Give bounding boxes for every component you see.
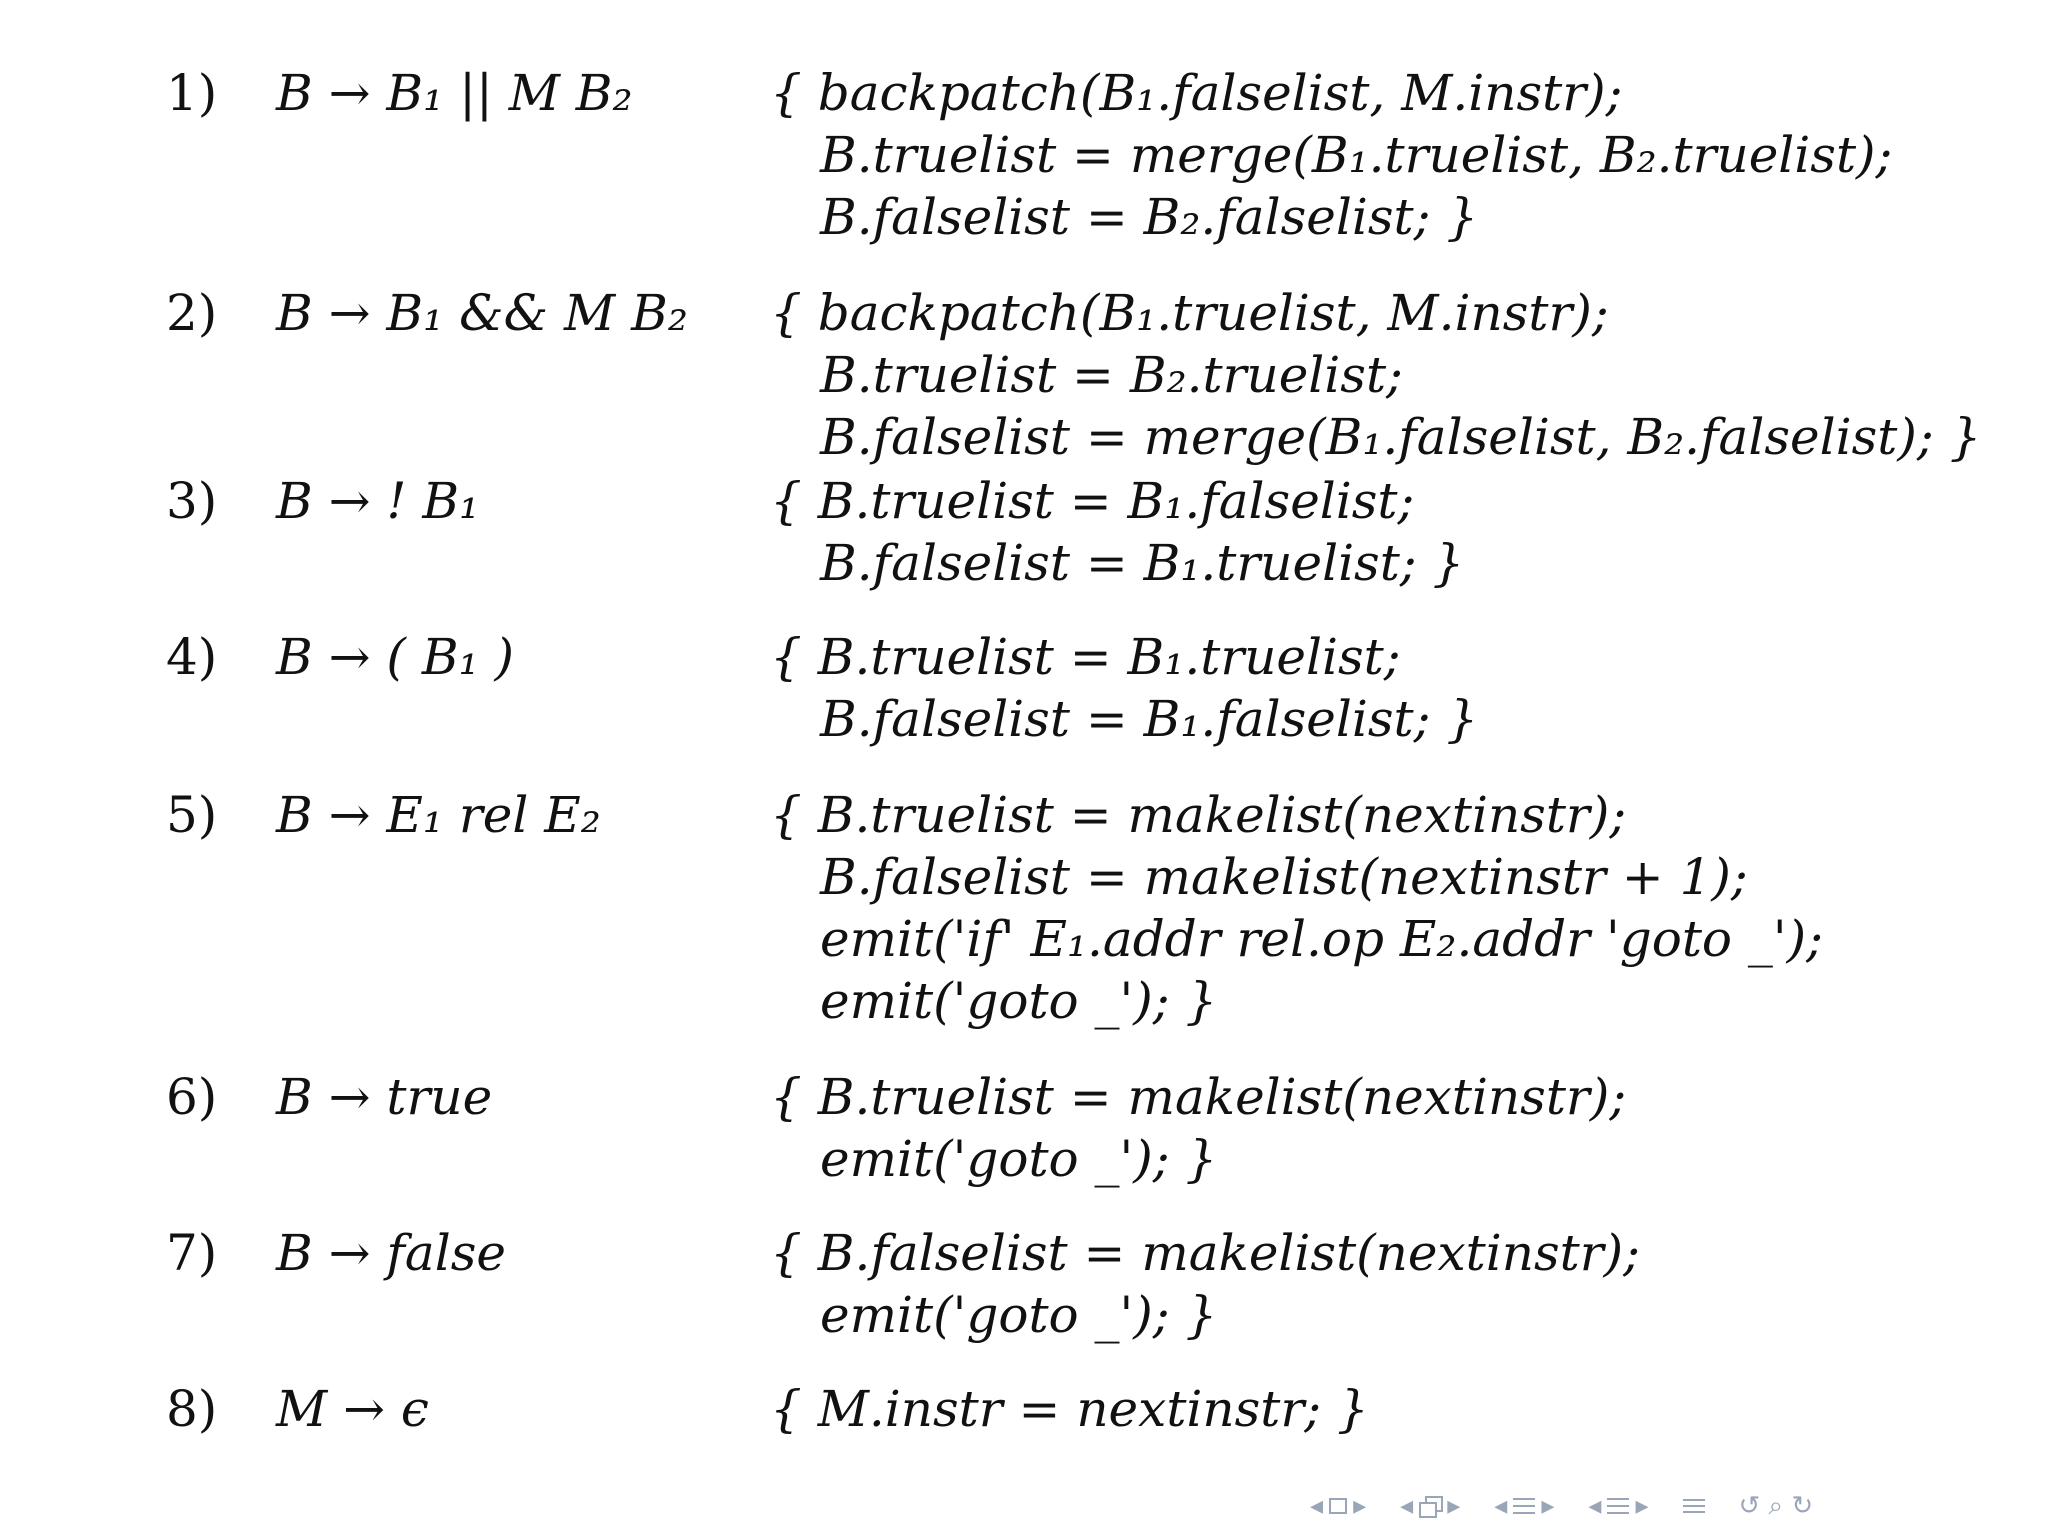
action-line: B.falselist = makelist(nextinstr + 1); [820, 848, 1748, 906]
action-line: emit('goto _'); } [820, 972, 1218, 1030]
rule-actions [770, 62, 1892, 248]
appendix-icon[interactable] [1683, 1496, 1705, 1516]
rule-production: B → E₁ rel E₂ [276, 786, 601, 844]
frame-prev-icon[interactable]: ◂ [1310, 1491, 1324, 1521]
section-navigation [1494, 1491, 1554, 1521]
action-line: { backpatch(B₁.truelist, M.instr); [770, 284, 1609, 342]
frame-icon[interactable] [1329, 1498, 1347, 1514]
action-line: B.falselist = B₂.falselist; } [820, 188, 1479, 246]
section-next-icon[interactable]: ▸ [1541, 1491, 1555, 1521]
subsection-next-icon[interactable]: ▸ [1447, 1491, 1461, 1521]
action-line: B.falselist = merge(B₁.falselist, B₂.falselist); } [820, 408, 1982, 466]
action-line: { M.instr = nextinstr; } [770, 1380, 1369, 1438]
subsection-navigation [1400, 1491, 1460, 1521]
section-prev-icon[interactable]: ◂ [1494, 1491, 1508, 1521]
frame-navigation [1310, 1491, 1366, 1521]
search-navigation [1739, 1491, 1814, 1521]
beamer-navigation-bar [1310, 1486, 1813, 1526]
rule-actions [770, 784, 1823, 1032]
action-line: { B.truelist = makelist(nextinstr); [770, 786, 1627, 844]
rule-number: 3) [166, 472, 218, 530]
rule-number: 1) [166, 64, 218, 122]
rule-actions [770, 1378, 1369, 1440]
rule-number: 4) [166, 628, 218, 686]
action-line: B.truelist = merge(B₁.truelist, B₂.truelist); [820, 126, 1893, 184]
action-line: B.truelist = B₂.truelist; [820, 346, 1403, 404]
rule-actions [770, 1066, 1626, 1190]
action-line: emit('if' E₁.addr rel.op E₂.addr 'goto _'); [820, 910, 1824, 968]
subsection-icon[interactable] [1419, 1496, 1441, 1516]
rule-actions [770, 1222, 1640, 1346]
action-line: { B.truelist = B₁.falselist; [770, 472, 1415, 530]
rule-production: B → ! B₁ [276, 472, 480, 530]
action-line: emit('goto _'); } [820, 1286, 1218, 1344]
toc-prev-icon[interactable]: ◂ [1588, 1491, 1602, 1521]
action-line: { B.truelist = makelist(nextinstr); [770, 1068, 1627, 1126]
rule-production: B → B₁ && M B₂ [276, 284, 688, 342]
appendix-navigation [1683, 1496, 1705, 1516]
rule-actions [770, 626, 1478, 750]
frame-next-icon[interactable]: ▸ [1353, 1491, 1367, 1521]
subsection-prev-icon[interactable]: ◂ [1400, 1491, 1414, 1521]
action-line: B.falselist = B₁.truelist; } [820, 534, 1465, 592]
rule-production: B → ( B₁ ) [276, 628, 515, 686]
rule-number: 5) [166, 786, 218, 844]
rule-production: B → B₁ || M B₂ [276, 64, 633, 122]
toc-icon[interactable] [1607, 1496, 1629, 1516]
action-line: { B.falselist = makelist(nextinstr); [770, 1224, 1640, 1282]
rule-production: M → ϵ [276, 1380, 429, 1438]
section-icon[interactable] [1513, 1496, 1535, 1516]
rule-number: 8) [166, 1380, 218, 1438]
rule-number: 6) [166, 1068, 218, 1126]
action-line: emit('goto _'); } [820, 1130, 1218, 1188]
rule-number: 7) [166, 1224, 218, 1282]
toc-next-icon[interactable]: ▸ [1635, 1491, 1649, 1521]
rule-actions [770, 470, 1464, 594]
toc-navigation [1588, 1491, 1648, 1521]
action-line: B.falselist = B₁.falselist; } [820, 690, 1479, 748]
search-icon[interactable]: ↺ ⌕ ↻ [1738, 1491, 1814, 1521]
action-line: { B.truelist = B₁.truelist; [770, 628, 1401, 686]
action-line: { backpatch(B₁.falselist, M.instr); [770, 64, 1623, 122]
rule-production: B → true [276, 1068, 493, 1126]
rule-production: B → false [276, 1224, 506, 1282]
rule-number: 2) [166, 284, 218, 342]
rule-actions [770, 282, 1981, 468]
